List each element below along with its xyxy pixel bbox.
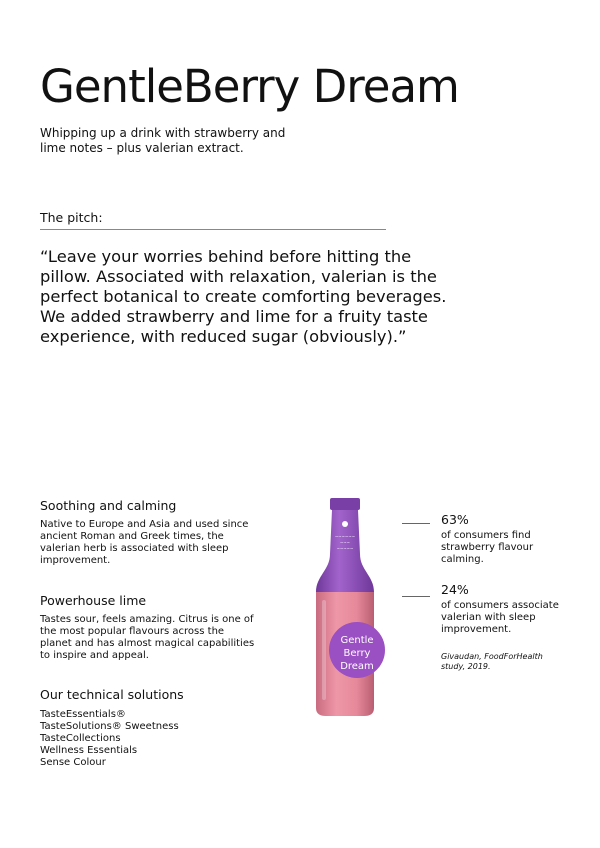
bottle-label-text: Dream <box>340 661 374 672</box>
svg-text:~~~~~: ~~~~~ <box>336 546 354 551</box>
section-heading-lime: Powerhouse lime <box>40 593 147 608</box>
list-item: TasteCollections <box>40 733 121 744</box>
bottle-cap <box>330 498 360 510</box>
source-citation: Givaudan, FoodForHealth study, 2019. <box>441 652 543 671</box>
list-item: TasteEssentials® <box>40 709 126 720</box>
section-heading-soothing: Soothing and calming <box>40 498 177 513</box>
pitch-label: The pitch: <box>40 210 103 225</box>
stat-value-strawberry: 63% <box>441 512 469 527</box>
bottle-label-text: Berry <box>343 648 371 659</box>
section-body-soothing: Native to Europe and Asia and used since ancient Roman and Greek times, the valerian herb is associated with sleep improvement. <box>40 519 249 566</box>
svg-text:~~~: ~~~ <box>339 540 351 545</box>
svg-text:~~~~~~: ~~~~~~ <box>334 534 356 539</box>
list-item: Sense Colour <box>40 757 106 768</box>
stat-connector <box>402 523 430 524</box>
technical-solutions-list <box>40 709 255 769</box>
stat-value-valerian: 24% <box>441 582 469 597</box>
list-item: TasteSolutions® Sweetness <box>40 721 179 732</box>
bottle-label-text: Gentle <box>340 635 374 646</box>
bottle-image <box>300 492 390 722</box>
pitch-divider <box>40 229 386 230</box>
section-body-lime: Tastes sour, feels amazing. Citrus is one of the most popular flavours across the planet and has almost magical capabilities to inspire and appeal. <box>40 614 255 661</box>
pitch-quote: “Leave your worries behind before hitting the pillow. Associated with relaxation, valerian is the perfect botanical to create comforting beverages. We added strawberry and lime for a fruity taste experience, with reduced sugar (obviously).” <box>40 247 447 346</box>
technical-solutions-heading: Our technical solutions <box>40 687 184 702</box>
stat-connector <box>402 596 430 597</box>
subtitle: Whipping up a drink with strawberry and lime notes – plus valerian extract. <box>40 126 286 155</box>
stat-text-strawberry: of consumers find strawberry flavour calming. <box>441 530 534 565</box>
stat-text-valerian: of consumers associate valerian with sleep improvement. <box>441 600 559 635</box>
list-item: Wellness Essentials <box>40 745 138 756</box>
page-title: GentleBerry Dream <box>40 60 459 113</box>
